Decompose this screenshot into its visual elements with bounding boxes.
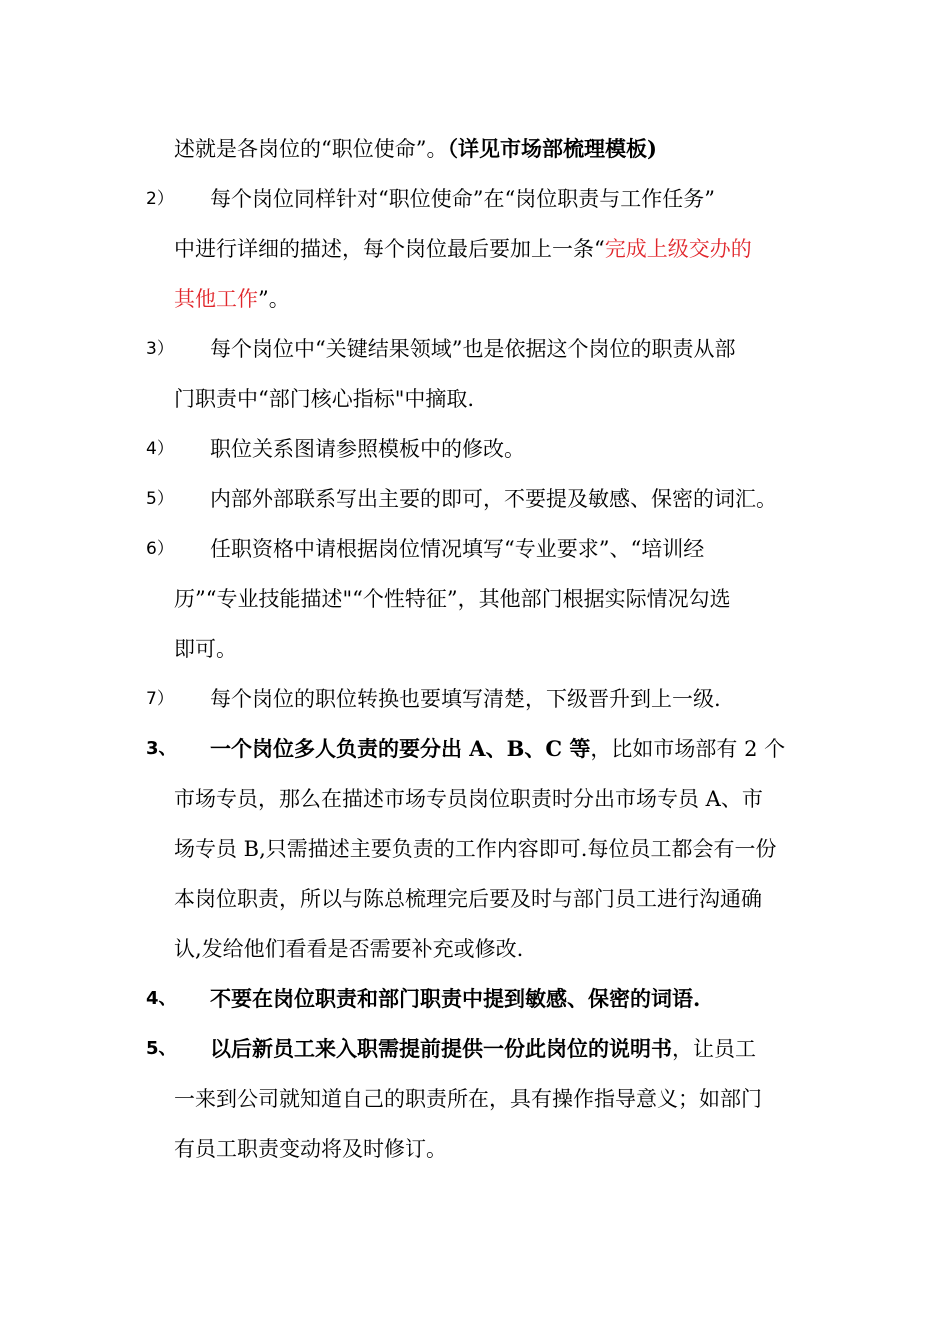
paragraph-line: 历”“专业技能描述"“个性特征”，其他部门根据实际情况勾选 [174,587,731,611]
paragraph-line [174,234,752,264]
text-run: ”。 [258,287,290,311]
list-marker: 6） [146,539,174,559]
text-run: 中进行详细的描述，每个岗位最后要加上一条“ [174,237,605,261]
list-marker: 3） [146,339,174,359]
paragraph-line: 任职资格中请根据岗位情况填写“专业要求”、“培训经 [210,537,705,561]
section-marker: 5、 [146,1038,177,1059]
paragraph-line: 门职责中“部门核心指标"中摘取. [174,387,475,411]
paragraph-line [210,734,785,764]
list-marker: 5） [146,489,174,509]
paragraph-line: 不要在岗位职责和部门职责中提到敏感、保密的词语. [210,986,701,1011]
highlight-text-run: 完成上级交办的 [604,237,752,261]
highlight-text-run: 其他工作 [174,287,258,311]
paragraph-line: 本岗位职责，所以与陈总梳理完后要及时与部门员工进行沟通确 [174,887,762,911]
paragraph-line [174,134,657,164]
paragraph-line [210,1034,756,1064]
list-marker: 4） [146,439,174,459]
paragraph-line: 每个岗位的职位转换也要填写清楚，下级晋升到上一级. [210,687,721,711]
bold-text-run: 以后新员工来入职需提前提供一份此岗位的说明书 [210,1036,672,1061]
paragraph-line: 市场专员，那么在描述市场专员岗位职责时分出市场专员 A、市 [174,787,763,811]
paragraph-line: 场专员 B,只需描述主要负责的工作内容即可.每位员工都会有一份 [174,837,777,861]
paragraph-line: 内部外部联系写出主要的即可，不要提及敏感、保密的词汇。 [210,487,777,511]
bold-text-run: （详见市场部梳理模板) [447,136,657,161]
text-run: ，比如市场部有 2 个 [590,737,786,761]
paragraph-line: 一来到公司就知道自己的职责所在，具有操作指导意义；如部门 [174,1087,762,1111]
paragraph-line: 有员工职责变动将及时修订。 [174,1137,447,1161]
list-marker: 7） [146,689,174,709]
paragraph-line [174,284,290,314]
list-marker: 2） [146,189,174,209]
paragraph-line: 职位关系图请参照模板中的修改。 [210,437,525,461]
text-run: 述就是各岗位的“职位使命”。 [174,137,448,161]
text-run: ，让员工 [672,1037,756,1061]
section-marker: 3、 [146,738,177,759]
paragraph-line: 即可。 [174,637,237,661]
paragraph-line: 每个岗位同样针对“职位使命”在“岗位职责与工作任务” [210,187,715,211]
paragraph-line: 每个岗位中“关键结果领域”也是依据这个岗位的职责从部 [210,337,736,361]
bold-text-run: 一个岗位多人负责的要分出 A、B、C 等 [210,736,591,761]
section-marker: 4、 [146,988,177,1009]
paragraph-line: 认,发给他们看看是否需要补充或修改. [174,937,524,961]
